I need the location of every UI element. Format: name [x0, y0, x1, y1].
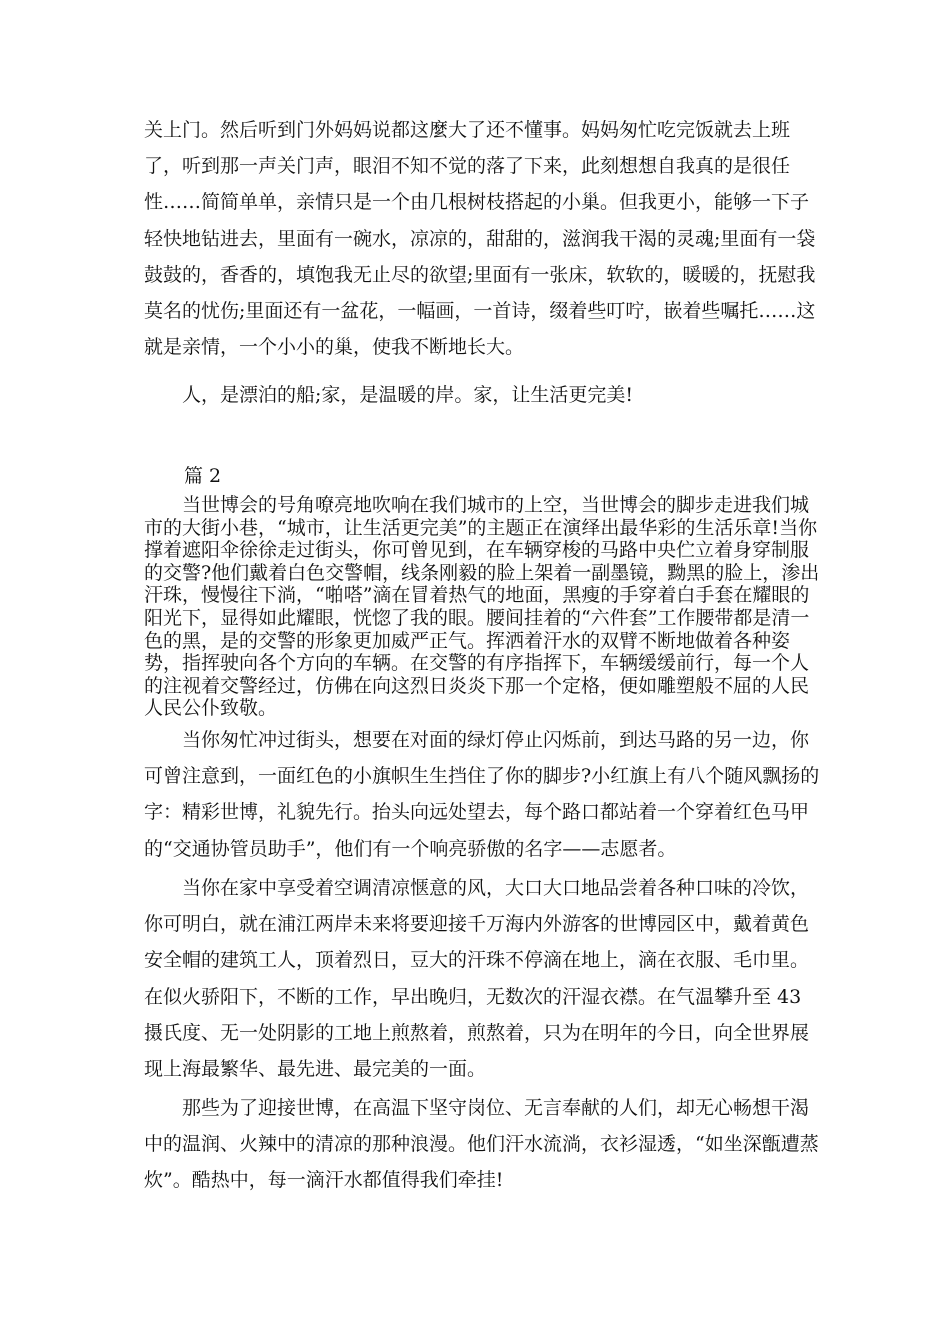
paragraph-construction-workers: 当你在家中享受着空调清凉惬意的风，大口大口地品尝着各种口味的冷饮，你可明白，就在浦江两岸未来将要迎接千万海内外游客的世博园区中，戴着黄色安全帽的建筑工人，顶着烈日，豆大的汗珠不停滴在地上，滴在衣服、毛巾里。在似火骄阳下，不断的工作，早出晚归，无数次的汗湿衣襟。在气温攀升至 43 摄氏度、无一处阴影的工地上煎熬着，煎熬着，只为在明年的今日，向全世界展现上海最繁华、最先进、最完美的一面。 — [144, 877, 810, 1081]
paragraph-family-nest: 关上门。然后听到门外妈妈说都这麼大了还不懂事。妈妈匆忙吃完饭就去上班了，听到那一声关门声，眼泪不知不觉的落了下来，此刻想想自我真的是很任性……简简单单，亲情只是一个由几根树枝搭起的小巢。但我更小，能够一下子轻快地钻进去，里面有一碗水，凉凉的，甜甜的，滋润我干渴的灵魂;里面有一袋鼓鼓的，香香的，填饱我无止尽的欲望;里面有一张床，软软的，暖暖的，抚慰我莫名的忧伤;里面还有一盆花，一幅画，一首诗，缀着些叮咛，嵌着些嘱托……这就是亲情，一个小小的巢，使我不断地长大。 — [144, 119, 816, 359]
paragraph-dedication: 那些为了迎接世博，在高温下坚守岗位、无言奉献的人们，却无心畅想干渴中的温润、火辣中的清凉的那种浪漫。他们汗水流淌，衣衫湿透，“如坐深甑遭蒸炊”。酷热中，每一滴汗水都值得我们牵挂! — [144, 1097, 819, 1192]
paragraph-home-boat: 人，是漂泊的船;家，是温暖的岸。家，让生活更完美! — [182, 384, 634, 406]
section-heading: 篇 2 — [184, 465, 222, 487]
paragraph-traffic-police: 当世博会的号角嘹亮地吹响在我们城市的上空，当世博会的脚步走进我们城市的大街小巷，“城市，让生活更完美”的主题正在演绎出最华彩的生活乐章!当你撑着遮阳伞徐徐走过街头，你可曾见到，在车辆穿梭的马路中央伫立着身穿制服的交警?他们戴着白色交警帽，线条刚毅的脸上架着一副墨镜，黝黑的脸上，渗出汗珠，慢慢往下淌，“啪嗒”滴在冒着热气的地面，黑瘦的手穿着白手套在耀眼的阳光下，显得如此耀眼，恍惚了我的眼。腰间挂着的“六件套”工作腰带都是清一色的黑，是的交警的形象更加威严正气。挥洒着汗水的双臂不断地做着各种姿势，指挥驶向各个方向的车辆。在交警的有序指挥下，车辆缓缓前行，每一个人的注视着交警经过，仿佛在向这烈日炎炎下那一个定格，便如雕塑般不屈的人民人民公仆致敬。 — [144, 494, 820, 720]
paragraph-volunteers: 当你匆忙冲过街头，想要在对面的绿灯停止闪烁前，到达马路的另一边，你可曾注意到，一面红色的小旗帜生生挡住了你的脚步?小红旗上有八个随风飘扬的字：精彩世博，礼貌先行。抬头向远处望去，每个路口都站着一个穿着红色马甲的“交通协管员助手”，他们有一个响亮骄傲的名字——志愿者。 — [144, 729, 820, 860]
